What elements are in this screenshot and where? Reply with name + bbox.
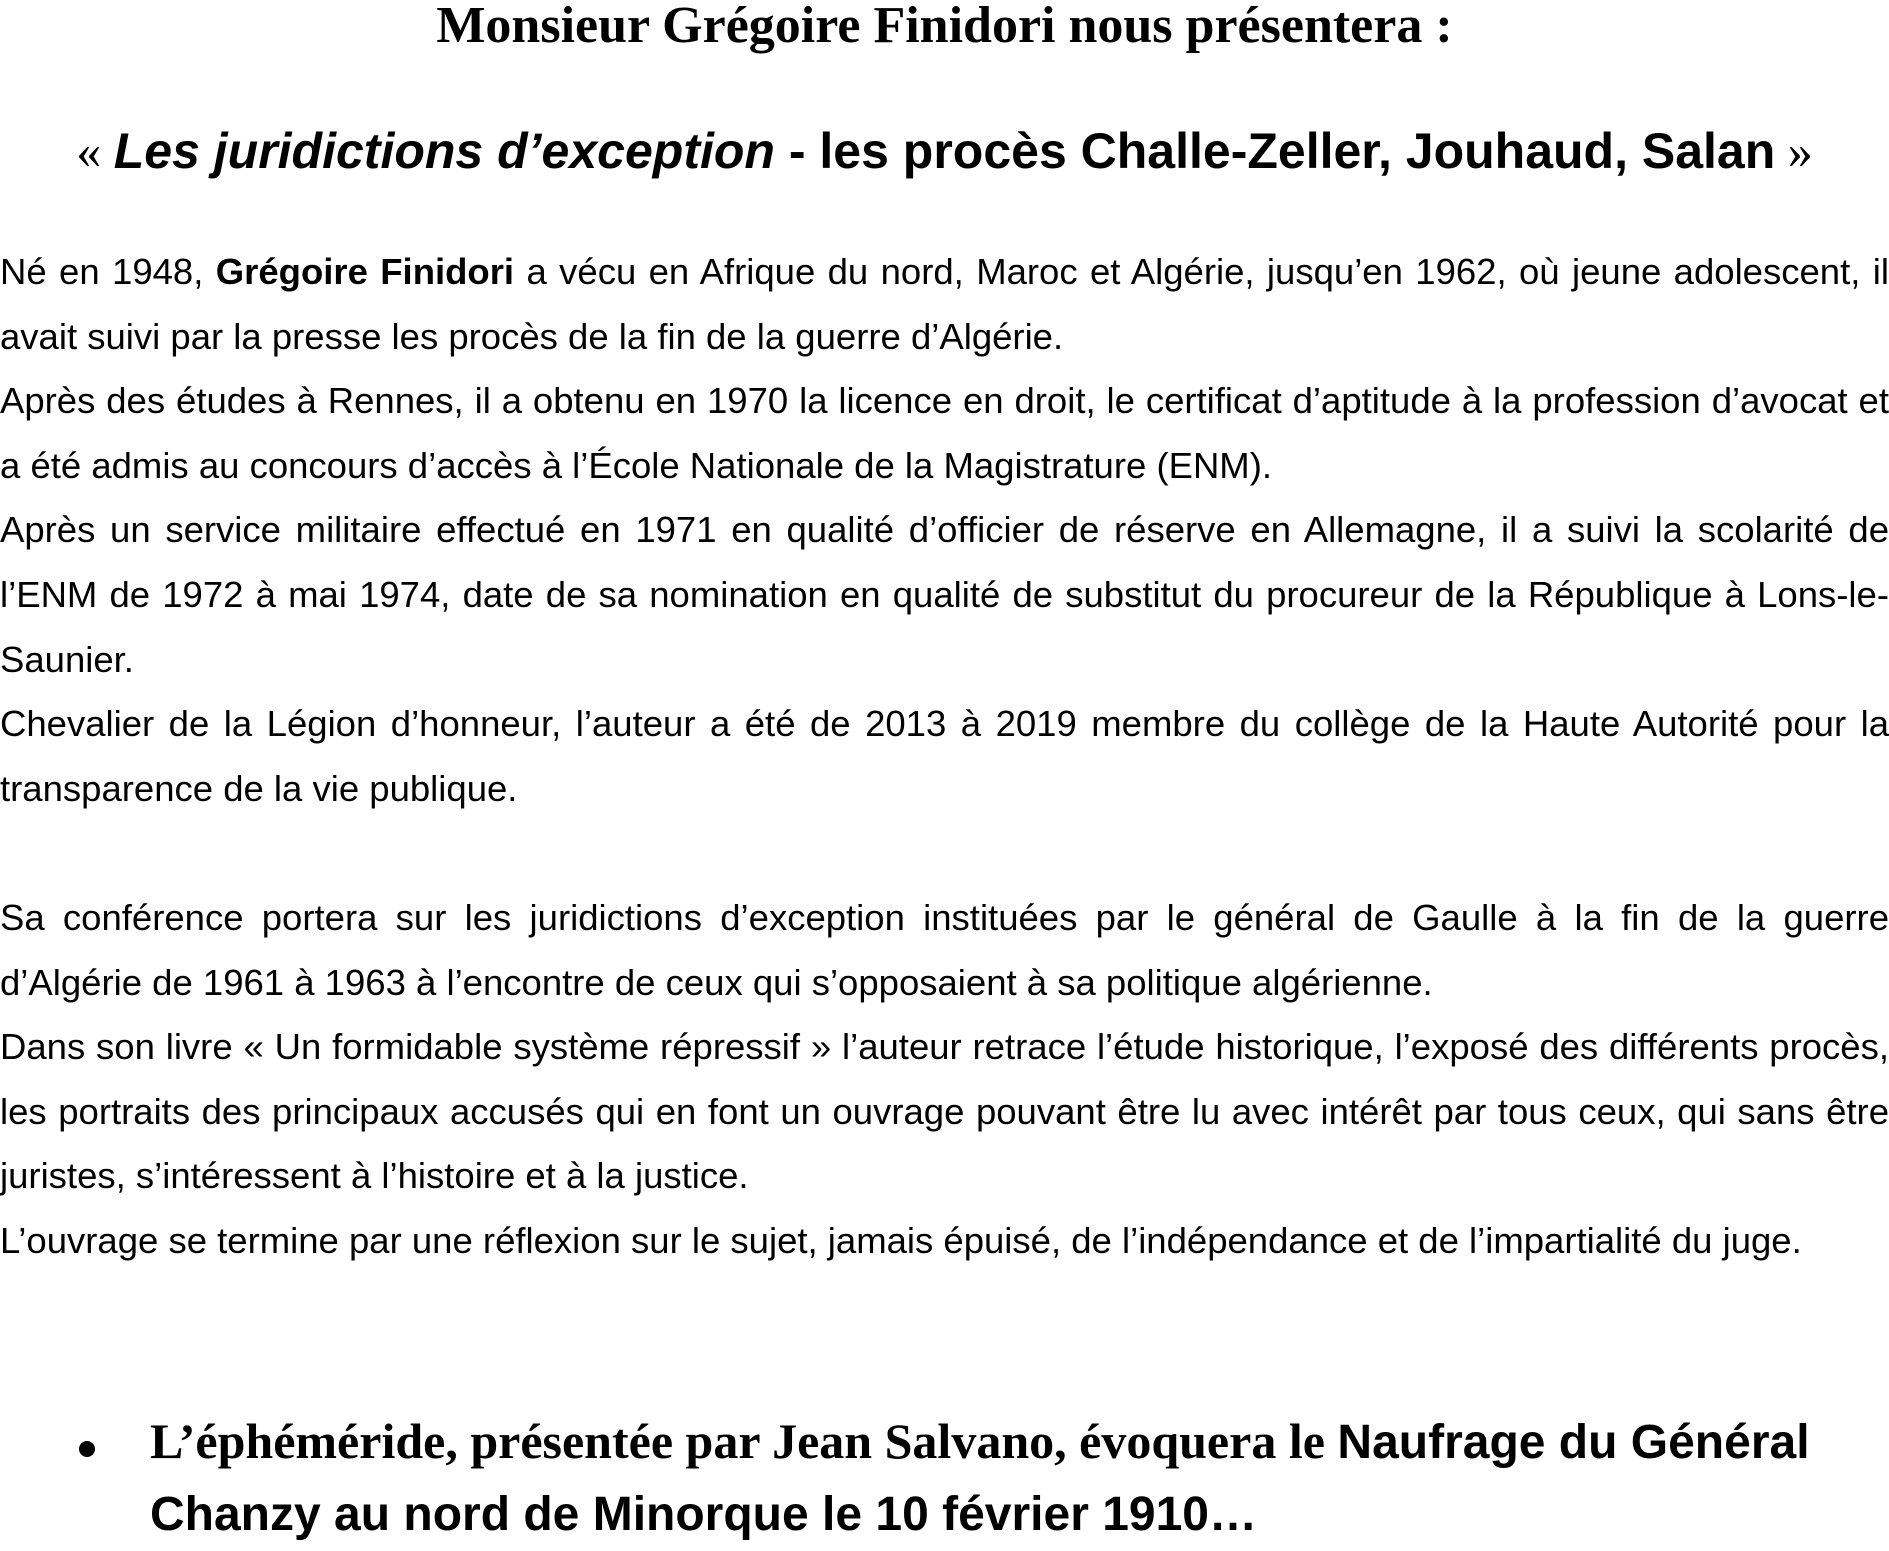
conference-paragraph-3: L’ouvrage se termine par une réflexion sur le sujet, jamais épuisé, de l’indépendance et de l’impartialité du juge. xyxy=(0,1219,1802,1261)
ephemeride-serif-part: L’éphéméride, présentée par Jean Salvano, évoquera le xyxy=(150,1413,1338,1469)
bio-paragraph-1 xyxy=(0,240,1889,369)
subtitle-rest: - les procès Challe-Zeller, Jouhaud, Salan xyxy=(774,123,1776,179)
conference-paragraph-1: Sa conférence portera sur les juridictions d’exception instituées par le général de Gaulle à la fin de la guerre d’Algérie de 1961 à 1963 à l’encontre de ceux qui s’opposaient à sa politique algérienne. xyxy=(0,896,1889,1003)
bio-p1-rest: a vécu en Afrique du nord, Maroc et Algérie, jusqu’en 1962, où jeune adolescent, il avait suivi par la presse les procès de la fin de la guerre d’Algérie. xyxy=(0,251,1889,357)
ephemeride-sans-part: Naufrage du Général Chanzy au nord de Minorque le 10 février 1910… xyxy=(150,1416,1810,1541)
main-title: Monsieur Grégoire Finidori nous présentera : xyxy=(436,0,1453,54)
subtitle xyxy=(0,123,1889,181)
bullet-icon xyxy=(79,1441,95,1457)
subtitle-italic: Les juridictions d’exception xyxy=(113,123,775,179)
bio-paragraph-4: Chevalier de la Légion d’honneur, l’auteur a été de 2013 à 2019 membre du collège de la Haute Autorité pour la transparence de la vie publique. xyxy=(0,703,1889,809)
bio-p1-start: Né en 1948, xyxy=(0,251,216,292)
subtitle-close-quote: » xyxy=(1775,123,1813,179)
conference-paragraph-2: Dans son livre « Un formidable système répressif » l’auteur retrace l’étude historique, l’exposé des différents procès, les portraits des principaux accusés qui en font un ouvrage pouvant être lu avec intérêt par tous ceux, qui sans être juristes, s’intéressent à l’histoire et à la justice. xyxy=(0,1026,1889,1197)
speaker-name: Grégoire Finidori xyxy=(215,251,515,292)
ephemeride-text xyxy=(150,1405,1870,1551)
paragraph-spacer xyxy=(0,821,1889,886)
bio-paragraph-3: Après un service militaire effectué en 1971 en qualité d’officier de réserve en Allemagne, il a suivi la scolarité de l’ENM de 1972 à mai 1974, date de sa nomination en qualité de substitut du procureur de la République à Lons-le-Saunier. xyxy=(0,509,1889,680)
body-text xyxy=(0,240,1889,1274)
bio-paragraph-2: Après des études à Rennes, il a obtenu en 1970 la licence en droit, le certificat d’aptitude à la profession d’avocat et a été admis au concours d’accès à l’École Nationale de la Magistrature (ENM). xyxy=(0,380,1889,486)
subtitle-open-quote: « xyxy=(76,123,114,179)
